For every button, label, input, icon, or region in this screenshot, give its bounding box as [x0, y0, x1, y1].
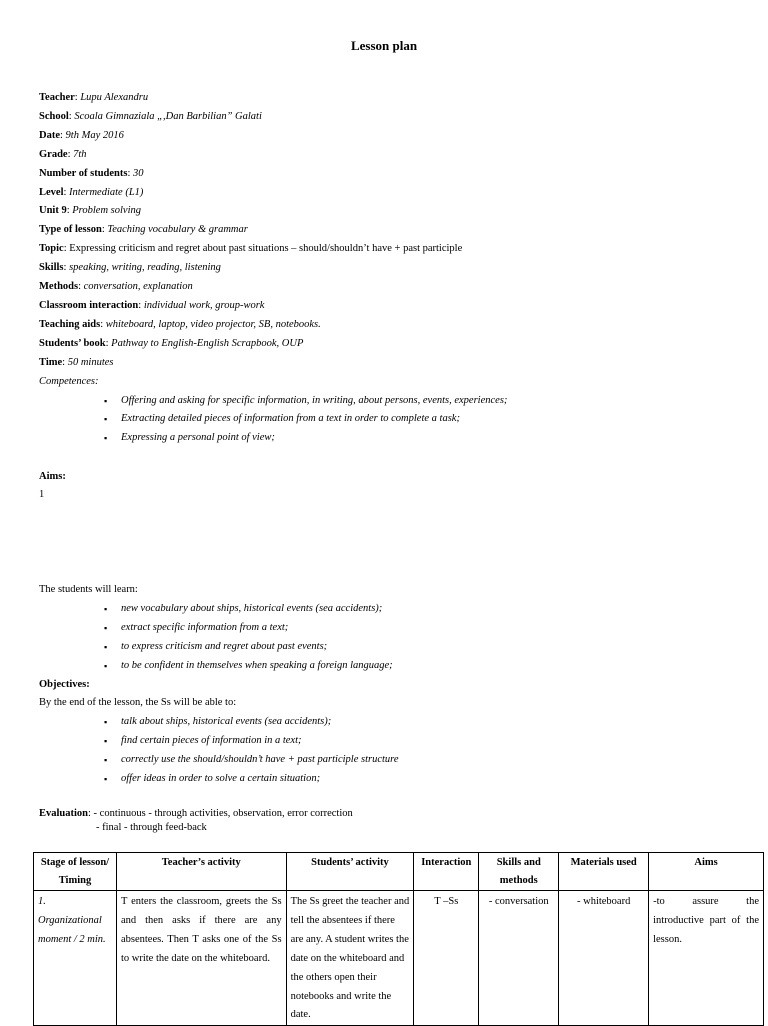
meta-label: School — [39, 110, 69, 122]
list-item: ▪ extract specific information from a text; — [39, 619, 739, 638]
list-item: ▪ to express criticism and regret about past events; — [39, 638, 739, 657]
meta-value: 30 — [133, 167, 144, 179]
evaluation-line1: : - continuous - through activities, observation, error correction — [88, 808, 353, 819]
meta-value: Expressing criticism and regret about past situations – should/shouldn’t have + past participle — [69, 243, 463, 255]
meta-row: Grade: 7th — [39, 148, 87, 160]
meta-label: Date — [39, 129, 60, 141]
aims-section — [39, 468, 66, 504]
meta-value: 9th May 2016 — [65, 129, 124, 141]
list-item: ▪ new vocabulary about ships, historical events (sea accidents); — [39, 600, 739, 619]
evaluation-section — [39, 807, 353, 835]
meta-label: Skills — [39, 262, 64, 274]
meta-value: 7th — [73, 148, 87, 160]
meta-label: Type of lesson — [39, 224, 102, 236]
lesson-meta — [39, 89, 739, 448]
col-header-skills: Skills and methods — [479, 853, 559, 891]
meta-row: Skills: speaking, writing, reading, listening — [39, 262, 221, 274]
meta-row: Type of lesson: Teaching vocabulary & grammar — [39, 224, 248, 236]
cell-materials: - whiteboard — [559, 891, 649, 1026]
meta-label: Unit 9 — [39, 205, 67, 217]
meta-value: Pathway to English-English Scrapbook, OUP — [111, 337, 304, 349]
meta-value: Intermediate (L1) — [69, 186, 144, 198]
cell-stage: 1. Organizational moment / 2 min. — [34, 891, 117, 1026]
meta-label: Level — [39, 186, 64, 198]
meta-label: Grade — [39, 148, 68, 160]
meta-value: Teaching vocabulary & grammar — [107, 224, 248, 236]
cell-skills: - conversation — [479, 891, 559, 1026]
meta-row: Topic: Expressing criticism and regret about past situations – should/shouldn’t have + past participle — [39, 243, 463, 255]
col-header-interaction: Interaction — [414, 853, 479, 891]
cell-aims: -to assure the introductive part of the lesson. — [649, 891, 764, 1026]
cell-students: The Ss greet the teacher and tell the absentees if there are any. A student writes the date on the whiteboard and the others open their notebooks and write the date. — [286, 891, 414, 1026]
meta-value: Problem solving — [72, 205, 141, 217]
meta-value: speaking, writing, reading, listening — [69, 262, 221, 274]
evaluation-label: Evaluation — [39, 808, 89, 819]
meta-row: Number of students: 30 — [39, 167, 144, 179]
meta-row: Teaching aids: whiteboard, laptop, video projector, SB, notebooks. — [39, 318, 321, 330]
list-item: ▪ talk about ships, historical events (sea accidents); — [39, 713, 739, 732]
objectives-intro: By the end of the lesson, the Ss will be able to: — [39, 697, 237, 709]
col-header-materials: Materials used — [559, 853, 649, 891]
meta-label: Teacher — [39, 92, 75, 103]
table-header-row — [34, 853, 764, 891]
meta-row: School: Scoala Gimnaziala „,Dan Barbilian” Galati — [39, 110, 262, 122]
evaluation-line2: - final - through feed-back — [96, 822, 207, 833]
col-header-stage: Stage of lesson/ Timing — [34, 853, 117, 891]
meta-value: Scoala Gimnaziala „,Dan Barbilian” Galati — [74, 110, 262, 122]
meta-row: Date: 9th May 2016 — [39, 129, 124, 141]
list-item: ▪ correctly use the should/shouldn’t have + past participle structure — [39, 751, 739, 770]
lesson-table — [33, 852, 764, 1026]
meta-label: Teaching aids — [39, 318, 101, 330]
meta-row: Methods: conversation, explanation — [39, 281, 193, 293]
col-header-students: Students’ activity — [286, 853, 414, 891]
meta-row: Teacher: Lupu Alexandru — [39, 92, 149, 103]
learn-intro: The students will learn: — [39, 584, 138, 595]
meta-label: Students’ book — [39, 337, 106, 349]
col-header-teacher: Teacher’s activity — [116, 853, 286, 891]
list-item: ▪ Expressing a personal point of view; — [39, 429, 739, 448]
meta-row: Students’ book: Pathway to English-English Scrapbook, OUP — [39, 337, 304, 349]
aims-number: 1 — [39, 489, 45, 500]
objectives-title: Objectives: — [39, 678, 90, 690]
meta-label: Time — [39, 356, 63, 368]
list-item: ▪ Offering and asking for specific information, in writing, about persons, events, experiences; — [39, 392, 739, 411]
competences-title: Competences: — [39, 375, 99, 387]
list-item: ▪ Extracting detailed pieces of information from a text in order to complete a task; — [39, 410, 739, 429]
page-title: Lesson plan — [350, 38, 418, 53]
list-item: ▪ offer ideas in order to solve a certain situation; — [39, 770, 739, 789]
aims-title: Aims: — [39, 471, 66, 482]
col-header-aims: Aims — [649, 853, 764, 891]
meta-label: Classroom interaction — [39, 299, 139, 311]
cell-teacher: T enters the classroom, greets the Ss and then asks if there are any absentees. Then T asks one of the Ss to write the date on the whiteboard. — [116, 891, 286, 1026]
learn-section — [39, 581, 739, 789]
meta-value: conversation, explanation — [83, 281, 193, 293]
meta-value: individual work, group-work — [143, 299, 265, 311]
table-row — [34, 891, 764, 1026]
meta-label: Number of students — [39, 167, 128, 179]
meta-row: Unit 9: Problem solving — [39, 205, 141, 217]
meta-row: Time: 50 minutes — [39, 356, 114, 368]
cell-interaction: T –Ss — [414, 891, 479, 1026]
list-item: ▪ to be confident in themselves when speaking a foreign language; — [39, 657, 739, 676]
meta-value: 50 minutes — [67, 356, 114, 368]
learn-list — [39, 600, 739, 676]
competences-list — [39, 392, 739, 449]
meta-row: Level: Intermediate (L1) — [39, 186, 144, 198]
meta-label: Topic — [39, 243, 64, 255]
list-item: ▪ find certain pieces of information in a text; — [39, 732, 739, 751]
meta-label: Methods — [39, 281, 79, 293]
meta-row: Classroom interaction: individual work, group-work — [39, 299, 265, 311]
meta-value: whiteboard, laptop, video projector, SB, notebooks. — [105, 318, 321, 330]
meta-value: Lupu Alexandru — [80, 92, 149, 103]
objectives-list — [39, 713, 739, 789]
